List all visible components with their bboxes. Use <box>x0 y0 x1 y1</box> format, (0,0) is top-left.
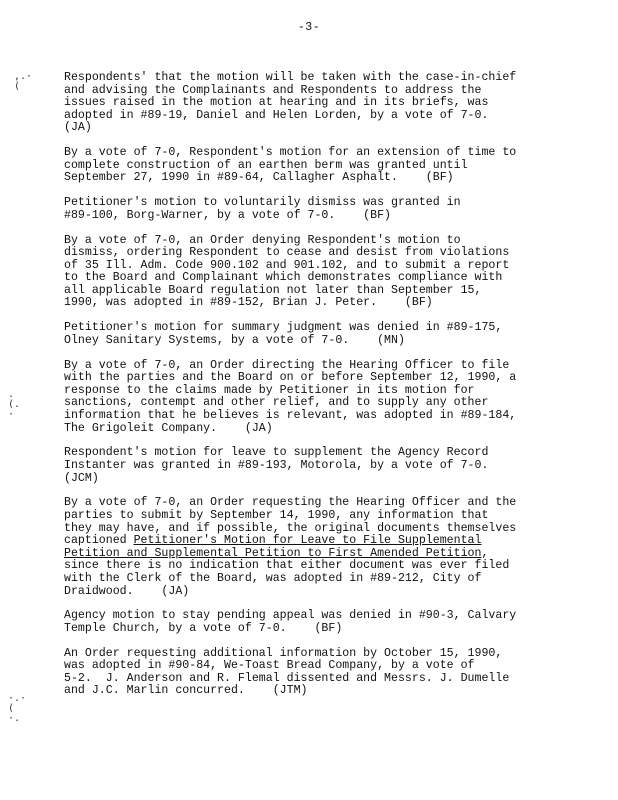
text-line: Draidwood. (JA) <box>64 584 190 598</box>
text-line: Instanter was granted in #89-193, Motorola, by a vote of 7-0. <box>64 458 489 472</box>
text-line: The Grigoleit Company. (JA) <box>64 421 273 435</box>
paragraph <box>64 447 546 485</box>
text-line: (JA) <box>64 121 92 135</box>
text-line: Petitioner's motion for summary judgment was denied in #89-175, <box>64 321 503 335</box>
text-line: sanctions, contempt and other relief, and to supply any other <box>64 396 489 410</box>
page-number: -3- <box>297 21 321 34</box>
paragraph <box>64 497 546 598</box>
text-line: with the Clerk of the Board, was adopted in #89-212, City of <box>64 571 482 585</box>
text-line: Respondent's motion for leave to supplement the Agency Record <box>64 446 489 460</box>
paragraph <box>64 322 546 347</box>
text-line: and J.C. Marlin concurred. (JTM) <box>64 684 308 698</box>
text-line: with the parties and the Board on or before September 12, 1990, a <box>64 371 517 385</box>
text-line: complete construction of an earthen berm was granted until <box>64 158 468 172</box>
paragraph <box>64 648 546 698</box>
text-line: 1990, was adopted in #89-152, Brian J. Peter. (BF) <box>64 296 433 310</box>
document-body <box>64 72 546 710</box>
text-line: 5-2. J. Anderson and R. Flemal dissented and Messrs. J. Dumelle <box>64 671 510 685</box>
text-line: By a vote of 7-0, an Order directing the Hearing Officer to file <box>64 358 510 372</box>
text-line: Petitioner's motion to voluntarily dismiss was granted in <box>64 196 461 210</box>
text-line: dismiss, ordering Respondent to cease and desist from violations <box>64 246 510 260</box>
paragraph <box>64 360 546 436</box>
paragraph <box>64 147 546 185</box>
text-line: they may have, and if possible, the original documents themselves <box>64 521 517 535</box>
paragraph <box>64 197 546 222</box>
text-line: captioned Petitioner's Motion for Leave to File Supplemental <box>64 534 482 548</box>
text-line: all applicable Board regulation not later than September 15, <box>64 283 482 297</box>
text-line: Agency motion to stay pending appeal was denied in #90-3, Calvary <box>64 609 517 623</box>
text-line: Temple Church, by a vote of 7-0. (BF) <box>64 621 343 635</box>
text-line: Olney Sanitary Systems, by a vote of 7-0. (MN) <box>64 333 405 347</box>
paragraph <box>64 235 546 311</box>
text-line: of 35 Ill. Adm. Code 900.102 and 901.102, and to submit a report <box>64 258 510 272</box>
text-line: parties to submit by September 14, 1990, any information that <box>64 508 489 522</box>
paragraph <box>64 72 546 135</box>
text-line: adopted in #89-19, Daniel and Helen Lorden, by a vote of 7-0. <box>64 108 489 122</box>
text-line: #89-100, Borg-Warner, by a vote of 7-0. (BF) <box>64 208 391 222</box>
text-line: An Order requesting additional information by October 15, 1990, <box>64 646 503 660</box>
text-line: Respondents' that the motion will be taken with the case-in-chief <box>64 71 517 84</box>
text-line: (JCM) <box>64 471 99 485</box>
text-line: Petition and Supplemental Petition to First Amended Petition, <box>64 546 489 560</box>
text-line: since there is no indication that either document was ever filed <box>64 559 510 573</box>
text-line: By a vote of 7-0, an Order denying Respondent's motion to <box>64 233 461 247</box>
text-line: By a vote of 7-0, an Order requesting the Hearing Officer and the <box>64 496 517 510</box>
text-line: was adopted in #90-84, We-Toast Bread Company, by a vote of <box>64 659 475 673</box>
text-line: to the Board and Complainant which demonstrates compliance with <box>64 271 503 285</box>
paragraph <box>64 610 546 635</box>
text-line: By a vote of 7-0, Respondent's motion for an extension of time to <box>64 146 517 160</box>
text-line: and advising the Complainants and Respondents to address the <box>64 83 482 97</box>
punch-hole-mark: ,.· ( <box>14 71 33 92</box>
punch-hole-mark: . (. · <box>8 389 21 420</box>
punch-hole-mark: ·.· ( ·. <box>8 693 27 724</box>
text-line: information that he believes is relevant, was adopted in #89-184, <box>64 409 517 422</box>
text-line: September 27, 1990 in #89-64, Callagher Asphalt. (BF) <box>64 171 454 185</box>
text-line: issues raised in the motion at hearing and in its briefs, was <box>64 96 489 110</box>
text-line: response to the claims made by Petitioner in its motion for <box>64 383 475 397</box>
